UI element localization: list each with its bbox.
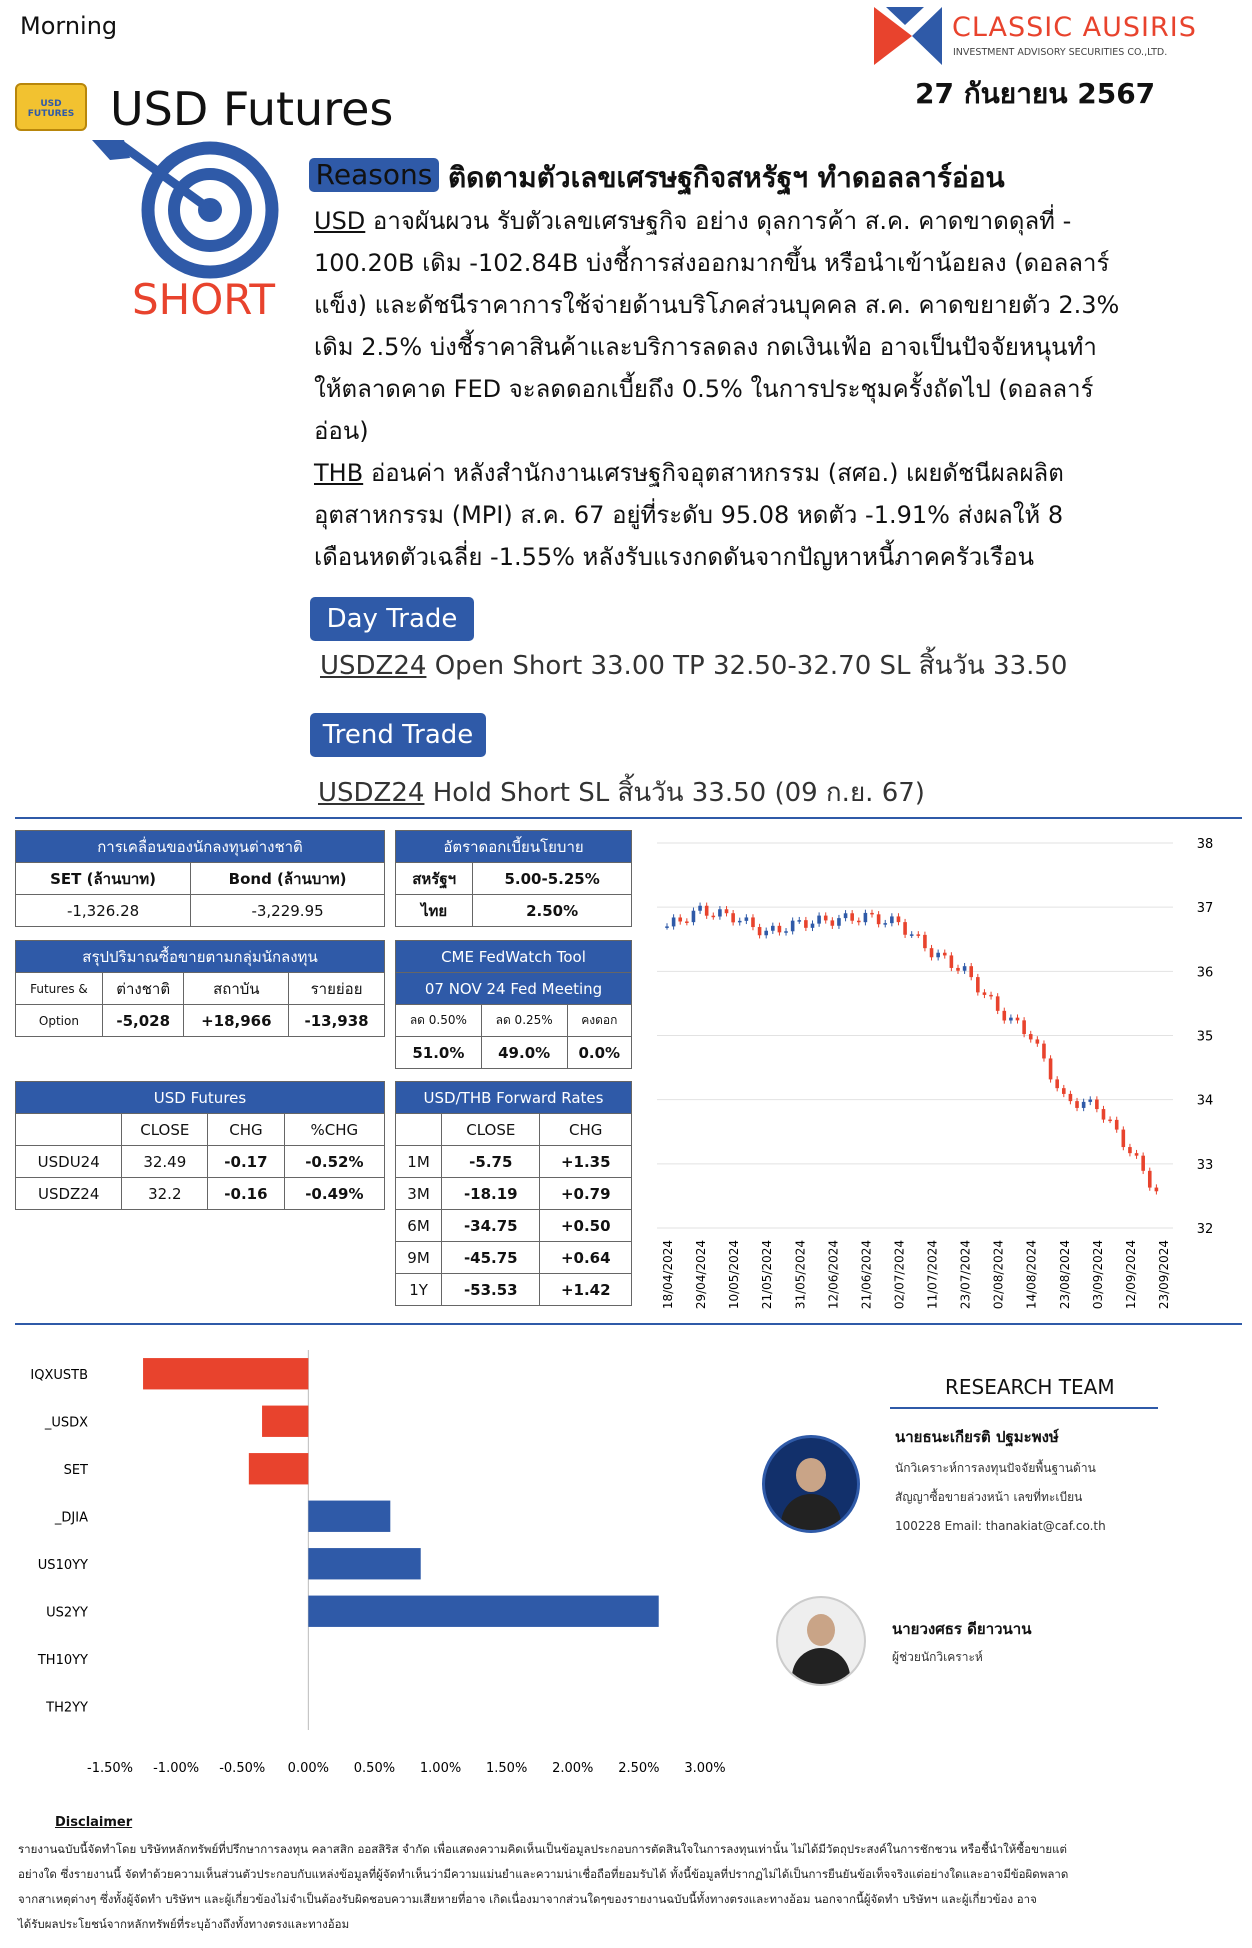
- company-name: CLASSIC AUSIRIS: [952, 12, 1197, 43]
- x-tick-label: 3.00%: [684, 1761, 726, 1776]
- candle: [936, 953, 940, 958]
- candle: [917, 934, 921, 936]
- candle: [751, 917, 755, 927]
- x-tick-label: 2.00%: [552, 1761, 594, 1776]
- cell: -18.19: [442, 1178, 540, 1210]
- y-tick-label: 37: [1196, 901, 1214, 917]
- cell: -0.49%: [284, 1178, 384, 1210]
- analyst-2-name: นายวงศธร ดียาวนาน: [892, 1620, 1032, 1638]
- reasons-body: [314, 200, 1174, 578]
- disclaimer-title: Disclaimer: [55, 1815, 133, 1830]
- y-tick-label: 33: [1196, 1157, 1214, 1173]
- cell: -1,326.28: [16, 895, 191, 927]
- analyst-info-line: 100228 Email: thanakiat@caf.co.th: [895, 1519, 1106, 1533]
- candle: [831, 920, 835, 925]
- candle: [877, 914, 881, 924]
- x-tick-label: 02/07/2024: [892, 1240, 907, 1310]
- row-label: 9M: [396, 1242, 442, 1274]
- avatar-body: [792, 1648, 850, 1686]
- cell: 0.0%: [567, 1037, 631, 1069]
- x-tick-label: 23/08/2024: [1057, 1240, 1072, 1310]
- candle: [1036, 1039, 1040, 1043]
- row-label: USDZ24: [16, 1178, 122, 1210]
- x-tick-label: 29/04/2024: [694, 1240, 709, 1310]
- forward-rates-table: [395, 1081, 632, 1306]
- x-tick-label: -0.50%: [219, 1761, 266, 1776]
- signal-label: SHORT: [132, 275, 276, 324]
- usd-futures-logo: [15, 83, 87, 131]
- candle: [705, 906, 709, 916]
- candle: [983, 992, 987, 995]
- row-label: 6M: [396, 1210, 442, 1242]
- company-logo-icon: [872, 5, 944, 67]
- report-date: 27 กันยายน 2567: [915, 77, 1156, 110]
- research-team-title: RESEARCH TEAM: [945, 1375, 1115, 1399]
- candle: [1122, 1130, 1126, 1147]
- candle: [711, 916, 715, 918]
- candle: [1069, 1094, 1073, 1101]
- x-tick-label: 12/09/2024: [1123, 1240, 1138, 1310]
- candle: [745, 917, 749, 920]
- x-tick-label: 23/09/2024: [1157, 1240, 1171, 1310]
- reason-line: ให้ตลาดคาด FED จะลดดอกเบี้ยถึง 0.5% ในการประชุมครั้งถัดไป (ดอลลาร์: [314, 375, 1094, 403]
- candle: [791, 921, 795, 932]
- candle: [1128, 1147, 1132, 1153]
- candle: [864, 913, 868, 922]
- candle: [811, 924, 815, 928]
- x-tick-label: -1.50%: [87, 1761, 133, 1776]
- candle: [890, 916, 894, 923]
- usd-futures-table: [15, 1081, 385, 1210]
- col-header: CHG: [540, 1114, 632, 1146]
- candle: [1108, 1120, 1112, 1122]
- disclaimer-line: จากสาเหตุต่างๆ ซึ่งทั้งผู้จัดทำ บริษัทฯ และผู้เกี่ยวข้องไม่จำเป็นต้องรับผิดชอบความเสียหายที่อาจ เกิดเนื่องมาจากส่วนใดๆของรายงานฉบับนี้ทั้งทางตรงและทางอ้อม นอกจากนี้ผู้จัดทำ บริษัทฯ และผู้เกี่ยวข้อง อาจ: [18, 1892, 1037, 1906]
- candle: [1029, 1034, 1033, 1039]
- cell: -45.75: [442, 1242, 540, 1274]
- x-tick-label: 11/07/2024: [925, 1240, 940, 1310]
- x-tick-label: 31/05/2024: [793, 1240, 808, 1310]
- y-tick-label: 35: [1196, 1029, 1214, 1045]
- company-subtitle: INVESTMENT ADVISORY SECURITIES CO.,LTD.: [953, 47, 1168, 58]
- candle: [764, 931, 768, 935]
- col-header: %CHG: [284, 1114, 384, 1146]
- reason-line: อ่อนค่า หลังสำนักงานเศรษฐกิจอุตสาหกรรม (สศอ.) เผยดัชนีผลผลิต: [370, 459, 1064, 487]
- day-trade-text: [320, 645, 1067, 686]
- candle: [1141, 1156, 1145, 1171]
- section-divider: [15, 1323, 1242, 1325]
- candle: [910, 934, 914, 936]
- avatar-head: [807, 1614, 835, 1646]
- reason-line: อาจผันผวน รับตัวเลขเศรษฐกิจ อย่าง ดุลการค้า ส.ค. คาดขาดดุลที่ -: [372, 207, 1072, 235]
- candle: [692, 911, 696, 922]
- category-label: _USDX: [44, 1415, 88, 1431]
- candle: [923, 935, 927, 948]
- cell: +0.79: [540, 1178, 632, 1210]
- bar: [143, 1358, 308, 1389]
- candle: [956, 968, 960, 971]
- disclaimer-line: อย่างใด ซึ่งรายงานนี้ จัดทำด้วยความเห็นส่วนตัวประกอบกับแหล่งข้อมูลที่ผู้จัดทำเห็นว่ามีความแม่นยำและความน่าเชื่อถือที่ยอมรับได้ ทั้งนี้ข้อมูลที่ปรากฏไม่ได้เป็นการยืนยันข้อเท็จจริงแต่อย่างใดและอาจมีข้อผิดพลาด: [18, 1867, 1069, 1881]
- reason-line: อ่อน): [314, 417, 369, 445]
- reasons-headline: ติดตามตัวเลขเศรษฐกิจสหรัฐฯ ทำดอลลาร์อ่อน: [448, 161, 1005, 194]
- row-label: USDU24: [16, 1146, 122, 1178]
- analyst-info-line: นักวิเคราะห์การลงทุนปัจจัยพื้นฐานด้าน: [895, 1461, 1096, 1475]
- x-tick-label: 0.00%: [287, 1761, 329, 1776]
- research-title-underline: [890, 1407, 1158, 1409]
- cell: 32.49: [122, 1146, 208, 1178]
- candle: [976, 977, 980, 992]
- x-tick-label: 14/08/2024: [1024, 1240, 1039, 1310]
- avatar: [776, 1596, 866, 1686]
- reasons-tag: Reasons: [309, 158, 439, 192]
- candle: [1042, 1044, 1046, 1059]
- candle: [758, 927, 762, 935]
- candle: [1009, 1018, 1013, 1021]
- category-label: TH2YY: [46, 1700, 88, 1716]
- day-trade-symbol: USDZ24: [320, 651, 427, 681]
- y-tick-label: 36: [1196, 965, 1214, 981]
- candle: [678, 917, 682, 921]
- x-tick-label: -1.00%: [153, 1761, 200, 1776]
- reason-line: อุตสาหกรรม (MPI) ส.ค. 67 อยู่ที่ระดับ 95.08 หดตัว -1.91% ส่งผลให้ 8: [314, 501, 1064, 529]
- candle: [844, 913, 848, 918]
- trend-trade-symbol: USDZ24: [318, 778, 425, 808]
- analyst-2-info: ผู้ช่วยนักวิเคราะห์: [892, 1650, 983, 1664]
- x-tick-label: 23/07/2024: [958, 1240, 973, 1310]
- reason-line: 100.20B เดิม -102.84B บ่งชี้การส่งออกมากขึ้น หรือนำเข้าน้อยลง (ดอลลาร์: [314, 249, 1110, 277]
- cell: 32.2: [122, 1178, 208, 1210]
- table-title: อัตราดอกเบี้ยนโยบาย: [396, 831, 632, 863]
- cell: +0.50: [540, 1210, 632, 1242]
- bar: [308, 1548, 420, 1579]
- candle: [903, 922, 907, 935]
- candle: [1049, 1058, 1053, 1079]
- col-header: SET (ล้านบาท): [16, 863, 191, 895]
- candle: [1095, 1100, 1099, 1110]
- x-tick-label: 02/08/2024: [991, 1240, 1006, 1310]
- candle: [1115, 1120, 1119, 1130]
- reason-line: เดิม 2.5% บ่งชี้ราคาสินค้าและบริการลดลง กดเงินเฟ้อ อาจเป็นปัจจัยหนุนทำ: [314, 333, 1097, 361]
- category-label: US10YY: [37, 1557, 88, 1573]
- cell: -0.17: [208, 1146, 284, 1178]
- trend-trade-text: [318, 772, 925, 813]
- candle: [797, 920, 801, 922]
- cell: -53.53: [442, 1274, 540, 1306]
- table-title: การเคลื่อนของนักลงทุนต่างชาติ: [16, 831, 385, 863]
- candle: [857, 921, 861, 923]
- candle: [1016, 1018, 1020, 1021]
- cell: 51.0%: [396, 1037, 482, 1069]
- col-header: CLOSE: [122, 1114, 208, 1146]
- section-divider: [15, 817, 1242, 819]
- foreign-flow-table: [15, 830, 385, 927]
- col-header: สถาบัน: [184, 973, 289, 1005]
- page-title: USD Futures: [110, 82, 394, 136]
- candle: [731, 913, 735, 922]
- x-tick-label: 2.50%: [618, 1761, 660, 1776]
- thb-keyword: THB: [314, 459, 364, 487]
- col-header: Bond (ล้านบาท): [191, 863, 385, 895]
- category-label: SET: [63, 1462, 88, 1478]
- analyst-info-line: สัญญาซื้อขายล่วงหน้า เลขที่ทะเบียน: [895, 1490, 1083, 1504]
- market-change-bar-chart: [15, 1340, 735, 1790]
- bar: [249, 1453, 308, 1484]
- candle: [930, 948, 934, 957]
- candle: [1002, 1011, 1006, 1021]
- table-subtitle: 07 NOV 24 Fed Meeting: [396, 973, 632, 1005]
- candle: [950, 955, 954, 968]
- candle: [824, 916, 828, 921]
- category-label: TH10YY: [37, 1652, 88, 1668]
- cell: 2.50%: [473, 895, 632, 927]
- cell: -3,229.95: [191, 895, 385, 927]
- target-dart-icon: [90, 140, 280, 280]
- cell: -5,028: [102, 1005, 184, 1037]
- candle: [725, 909, 729, 913]
- disclaimer-line: ได้รับผลประโยชน์จากหลักทรัพย์ที่ระบุอ้างถึงทั้งทางตรงและทางอ้อม: [18, 1917, 350, 1931]
- row-label: สหรัฐฯ: [396, 863, 473, 895]
- y-tick-label: 38: [1196, 837, 1214, 852]
- cell: -5.75: [442, 1146, 540, 1178]
- candle: [817, 916, 821, 924]
- analyst-1-name: นายธนะเกียรติ ปฐมะพงษ์: [895, 1428, 1059, 1446]
- candle: [850, 913, 854, 920]
- candle: [989, 995, 993, 997]
- col-header: ลด 0.25%: [481, 1005, 567, 1037]
- candle: [804, 920, 808, 928]
- candle: [1088, 1100, 1092, 1102]
- candle: [1062, 1088, 1066, 1094]
- candle: [698, 906, 702, 911]
- table-title: USD/THB Forward Rates: [396, 1082, 632, 1114]
- category-label: US2YY: [46, 1605, 88, 1621]
- candle: [943, 953, 947, 956]
- candle: [672, 917, 676, 926]
- col-header: CHG: [208, 1114, 284, 1146]
- col-header: คงดอก: [567, 1005, 631, 1037]
- x-tick-label: 12/06/2024: [826, 1240, 841, 1310]
- cell: +18,966: [184, 1005, 289, 1037]
- investor-summary-table: [15, 940, 385, 1037]
- cell: +1.35: [540, 1146, 632, 1178]
- candle: [969, 966, 973, 977]
- candle: [718, 909, 722, 916]
- cell: -0.16: [208, 1178, 284, 1210]
- candle: [1148, 1171, 1152, 1188]
- category-label: _DJIA: [54, 1510, 88, 1526]
- row-label: 1Y: [396, 1274, 442, 1306]
- candle: [665, 926, 669, 928]
- col-header: CLOSE: [442, 1114, 540, 1146]
- row-label: 3M: [396, 1178, 442, 1210]
- candle: [1102, 1109, 1106, 1120]
- morning-label: Morning: [20, 12, 118, 40]
- table-title: CME FedWatch Tool: [396, 941, 632, 973]
- trend-trade-detail: Hold Short SL สิ้นวัน 33.50 (09 ก.ย. 67): [432, 778, 925, 808]
- bar: [308, 1501, 390, 1532]
- col-header: ต่างชาติ: [102, 973, 184, 1005]
- x-tick-label: 1.50%: [486, 1761, 528, 1776]
- cell: [16, 1114, 122, 1146]
- avatar-body: [781, 1494, 841, 1533]
- policy-rate-table: [395, 830, 632, 927]
- x-tick-label: 1.00%: [419, 1761, 462, 1776]
- row-label: ไทย: [396, 895, 473, 927]
- col-header: รายย่อย: [289, 973, 385, 1005]
- candle: [1075, 1101, 1079, 1108]
- candle: [996, 996, 1000, 1010]
- candle: [738, 921, 742, 923]
- row-label: Option: [16, 1005, 103, 1037]
- cell: 49.0%: [481, 1037, 567, 1069]
- candle: [963, 966, 967, 971]
- reason-line: เดือนหดตัวเฉลี่ย -1.55% หลังรับแรงกดดันจากปัญหาหนี้ภาคครัวเรือน: [314, 543, 1035, 571]
- candle: [1135, 1153, 1139, 1156]
- candle: [1082, 1102, 1086, 1108]
- col-header: ลด 0.50%: [396, 1005, 482, 1037]
- x-tick-label: 21/05/2024: [760, 1240, 775, 1310]
- candle: [1022, 1020, 1026, 1034]
- usd-keyword: USD: [314, 207, 366, 235]
- candle: [1055, 1079, 1059, 1088]
- bar: [262, 1406, 308, 1437]
- bar: [308, 1596, 658, 1627]
- table-title: สรุปปริมาณซื้อขายตามกลุ่มนักลงทุน: [16, 941, 385, 973]
- x-tick-label: 18/04/2024: [661, 1240, 675, 1310]
- y-tick-label: 34: [1196, 1093, 1214, 1109]
- candle: [837, 918, 841, 926]
- x-tick-label: 03/09/2024: [1090, 1240, 1105, 1310]
- candle: [870, 913, 874, 915]
- cell: [396, 1114, 442, 1146]
- disclaimer-line: รายงานฉบับนี้จัดทำโดย บริษัทหลักทรัพย์ที่ปรึกษาการลงทุน คลาสสิก ออสสิริส จำกัด เพื่อแสดงความคิดเห็นเป็นข้อมูลประกอบการตัดสินใจในการลงทุนเท่านั้น ไม่ได้มีวัตถุประสงค์ในการชักชวน หรือชี้นำให้ซื้อขายแต่: [18, 1842, 1068, 1856]
- candle: [778, 926, 782, 933]
- candle: [784, 931, 788, 933]
- disclaimer-text: [18, 1837, 1233, 1937]
- cell: +0.64: [540, 1242, 632, 1274]
- logo-text: USD FUTURES: [27, 99, 75, 119]
- avatar: [762, 1435, 860, 1533]
- candle: [771, 926, 775, 931]
- cell: -13,938: [289, 1005, 385, 1037]
- category-label: IQXUSTB: [30, 1367, 88, 1383]
- trend-trade-tag: Trend Trade: [310, 713, 486, 757]
- x-tick-label: 0.50%: [353, 1761, 396, 1776]
- avatar-head: [796, 1458, 826, 1492]
- candle: [883, 923, 887, 925]
- analyst-1-info: [895, 1454, 1106, 1541]
- candle: [685, 921, 689, 923]
- x-tick-label: 10/05/2024: [727, 1240, 742, 1310]
- cell: 5.00-5.25%: [473, 863, 632, 895]
- reason-line: แข็ง) และดัชนีราคาการใช้จ่ายด้านบริโภคส่วนบุคคล ส.ค. คาดขยายตัว 2.3%: [314, 291, 1120, 319]
- usdthb-price-chart: [645, 828, 1245, 1320]
- cell: -0.52%: [284, 1146, 384, 1178]
- y-tick-label: 32: [1196, 1222, 1214, 1237]
- x-tick-label: 21/06/2024: [859, 1240, 874, 1310]
- cell: -34.75: [442, 1210, 540, 1242]
- candle: [1155, 1188, 1159, 1192]
- table-title: USD Futures: [16, 1082, 385, 1114]
- fedwatch-table: [395, 940, 632, 1069]
- day-trade-tag: Day Trade: [310, 597, 474, 641]
- day-trade-detail: Open Short 33.00 TP 32.50-32.70 SL สิ้นวัน 33.50: [434, 651, 1068, 681]
- row-label: Futures &: [16, 973, 103, 1005]
- candle: [897, 916, 901, 922]
- cell: +1.42: [540, 1274, 632, 1306]
- row-label: 1M: [396, 1146, 442, 1178]
